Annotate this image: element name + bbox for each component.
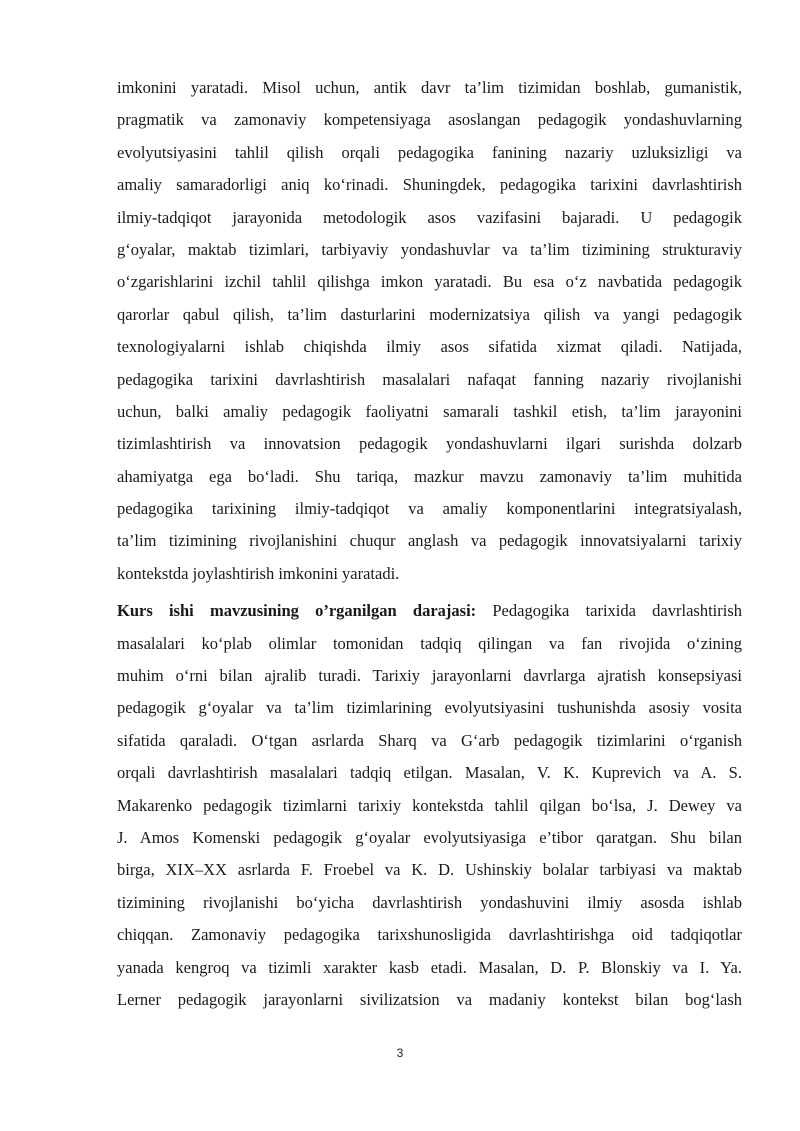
text-line: pedagogik g‘oyalar va ta’lim tizimlarining evolyutsiyasini tushunishda asosiy vosita — [117, 698, 742, 718]
text-line: Makarenko pedagogik tizimlarni tarixiy kontekstda tahlil qilgan bo‘lsa, J. Dewey va — [117, 795, 742, 815]
text-line: ta’lim tizimining rivojlanishini chuqur anglash va pedagogik innovatsiyalarni tarixiy — [117, 531, 742, 551]
text-line: J. Amos Komenski pedagogik g‘oyalar evolyutsiyasiga e’tibor qaratgan. Shu bilan — [117, 827, 742, 847]
text-line: orqali davrlashtirish masalalari tadqiq etilgan. Masalan, V. K. Kuprevich va A. S. — [117, 763, 742, 783]
text-line: ilmiy-tadqiqot jarayonida metodologik asos vazifasini bajaradi. U pedagogik — [117, 207, 742, 227]
text-line: tizimlashtirish va innovatsion pedagogik yondashuvlarni ilgari surishda dolzarb — [117, 434, 742, 454]
page-body — [117, 72, 742, 1016]
text-line: masalalari ko‘plab olimlar tomonidan tadqiq qilingan va fan rivojida o‘zining — [117, 633, 742, 653]
text-line: sifatida qaraladi. O‘tgan asrlarda Sharq va G‘arb pedagogik tizimlarini o‘rganish — [117, 730, 742, 750]
text-line: Lerner pedagogik jarayonlarni sivilizatsion va madaniy kontekst bilan bog‘lash — [117, 989, 742, 1009]
text-line: o‘zgarishlarini izchil tahlil qilishga imkon yaratadi. Bu esa o‘z navbatida pedagogik — [117, 272, 742, 292]
text-line: pragmatik va zamonaviy kompetensiyaga asoslangan pedagogik yondashuvlarning — [117, 110, 742, 130]
text-line: amaliy samaradorligi aniq ko‘rinadi. Shuningdek, pedagogika tarixini davrlashtirish — [117, 175, 742, 195]
text-line — [117, 595, 742, 627]
paragraph-study-level — [117, 595, 742, 1016]
text-line: yanada kengroq va tizimli xarakter kasb etadi. Masalan, D. P. Blonskiy va I. Ya. — [117, 957, 742, 977]
text-line: chiqqan. Zamonaviy pedagogika tarixshunosligida davrlashtirishga oid tadqiqotlar — [117, 925, 742, 945]
text-line: uchun, balki amaliy pedagogik faoliyatni samarali tashkil etish, ta’lim jarayonini — [117, 401, 742, 421]
text-run: Pedagogika tarixida davrlashtirish — [476, 601, 742, 621]
text-line: qarorlar qabul qilish, ta’lim dasturlarini modernizatsiya qilish va yangi pedagogik — [117, 304, 742, 324]
text-line: ahamiyatga ega bo‘ladi. Shu tariqa, mazkur mavzu zamonaviy ta’lim muhitida — [117, 466, 742, 486]
text-line: pedagogika tarixining ilmiy-tadqiqot va amaliy komponentlarini integratsiyalash, — [117, 499, 742, 519]
text-line: imkonini yaratadi. Misol uchun, antik davr ta’lim tizimidan boshlab, gumanistik, — [117, 78, 742, 97]
text-line: g‘oyalar, maktab tizimlari, tarbiyaviy yondashuvlar va ta’lim tizimining strukturaviy — [117, 239, 742, 259]
text-line: kontekstda joylashtirish imkonini yaratadi. — [117, 563, 400, 583]
page-number: 3 — [396, 1046, 404, 1060]
paragraph-continuation — [117, 72, 742, 590]
text-line: tizimining rivojlanishi bo‘yicha davrlashtirish yondashuvini ilmiy asosda ishlab — [117, 892, 742, 912]
section-heading-inline: Kurs ishi mavzusining o’rganilgan darajasi: — [117, 601, 477, 621]
text-line: evolyutsiyasini tahlil qilish orqali pedagogika fanining nazariy uzluksizligi va — [117, 142, 742, 162]
text-line: birga, XIX–XX asrlarda F. Froebel va K. D. Ushinskiy bolalar tarbiyasi va maktab — [117, 860, 742, 880]
text-line: muhim o‘rni bilan ajralib turadi. Tarixiy jarayonlarni davrlarga ajratish konsepsiyasi — [117, 666, 742, 686]
text-line: texnologiyalarni ishlab chiqishda ilmiy asos sifatida xizmat qiladi. Natijada, — [117, 337, 742, 357]
text-line: pedagogika tarixini davrlashtirish masalalari nafaqat fanning nazariy rivojlanishi — [117, 369, 742, 389]
